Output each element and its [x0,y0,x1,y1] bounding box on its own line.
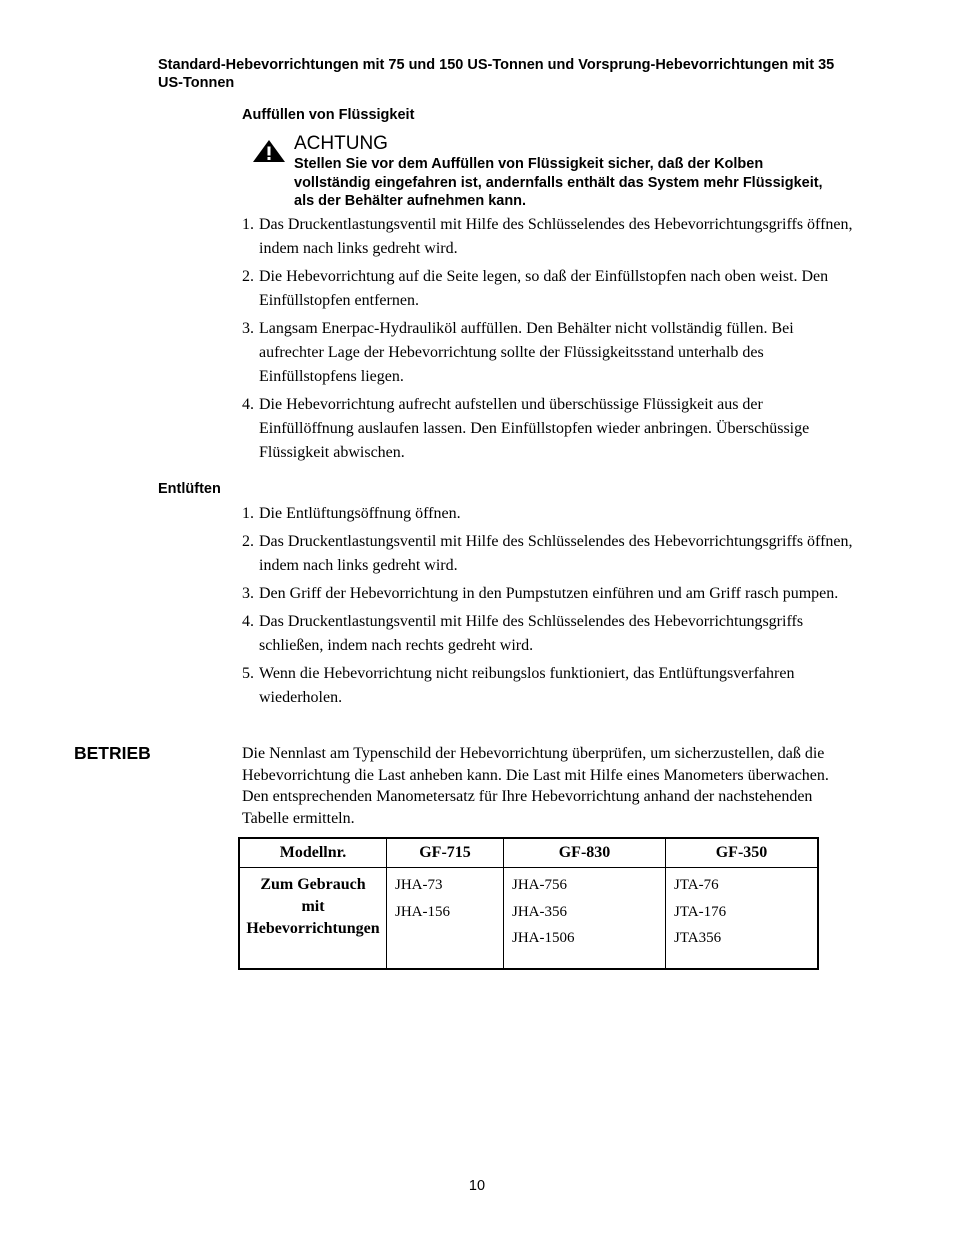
page-number: 10 [468,1178,486,1194]
row-header [239,868,387,970]
jack-model: JTA-176 [674,903,727,920]
step-number: 2. [242,268,254,285]
jack-model: JHA-1506 [512,930,575,946]
list-item [242,662,854,710]
table-row [239,868,818,970]
list-item [242,317,854,389]
jack-model: JHA-73 [395,877,443,893]
step-text: Langsam Enerpac-Hydrauliköl auffüllen. Den Behälter nicht vollständig füllen. Bei aufrechter Lage der Hebevorrichtung sollte der Flüssigkeitsstand unterhalb des Einfüllstopfens liegen. [259,320,794,385]
table-header: GF-350 [666,838,819,868]
row-header-line: mit [301,898,325,915]
bleed-section-heading: Entlüften [158,481,221,497]
step-text: Die Hebevorrichtung auf die Seite legen, so daß der Einfüllstopfen nach oben weist. Den Einfüllstopfen entfernen. [259,268,829,309]
step-text: Das Druckentlastungsventil mit Hilfe des Schlüsselendes des Hebevorrichtungsgriffs öffnen, indem nach links gedreht wird. [259,216,853,257]
step-text: Das Druckentlastungsventil mit Hilfe des Schlüsselendes des Hebevorrichtungsgriffs öffnen, indem nach links gedreht wird. [259,533,853,574]
row-header-line: Hebevorrichtungen [246,920,380,937]
step-number: 3. [242,585,254,602]
operation-text: Die Nennlast am Typenschild der Hebevorrichtung überprüfen, um sicherzustellen, daß die Hebevorrichtung die Last anheben kann. Die Last mit Hilfe eines Manometers überwachen. Den entsprechenden Manometersatz für Ihre Hebevorrichtung anhand der nachstehenden Tabelle ermitteln. [242,745,829,827]
step-number: 2. [242,533,254,550]
row-header-line: Zum Gebrauch [260,876,366,893]
main-heading: Standard-Hebevorrichtungen mit 75 und 150 US-Tonnen und Vorsprung-Hebevorrichtungen mit 35 US-Tonnen [158,57,835,91]
step-text: Die Entlüftungsöffnung öffnen. [259,505,461,522]
fill-section-heading: Auffüllen von Flüssigkeit [242,107,415,123]
table-cell [666,868,819,970]
step-number: 1. [242,505,254,522]
jack-model: JHA-356 [512,903,567,920]
list-item [242,502,854,526]
table-header: Modellnr. [239,838,387,868]
list-item [242,393,854,465]
warning-text: Stellen Sie vor dem Auffüllen von Flüssigkeit sicher, daß der Kolben vollständig eingefahren ist, andernfalls enthält das System mehr Flüssigkeit, als der Behälter aufnehmen kann. [294,156,823,209]
step-number: 3. [242,320,254,337]
list-item [242,213,854,261]
bleed-steps-list [242,502,854,714]
list-item [242,530,854,578]
table-header: GF-715 [387,838,504,868]
warning-title: ACHTUNG [294,133,388,154]
step-number: 1. [242,216,254,233]
table-cell [387,868,504,970]
jack-model: JTA-76 [674,877,719,893]
step-text: Den Griff der Hebevorrichtung in den Pumpstutzen einführen und am Griff rasch pumpen. [259,585,839,602]
list-item [242,610,854,658]
jack-model: JHA-756 [512,877,567,893]
warning-triangle-icon [252,139,286,163]
jack-model: JTA356 [674,930,722,946]
table-header: GF-830 [504,838,666,868]
step-text: Wenn die Hebevorrichtung nicht reibungslos funktioniert, das Entlüftungsverfahren wiederholen. [259,665,795,706]
jack-model: JHA-156 [395,903,450,920]
step-number: 4. [242,613,254,630]
list-item [242,265,854,313]
step-text: Das Druckentlastungsventil mit Hilfe des Schlüsselendes des Hebevorrichtungsgriffs schließen, indem nach rechts gedreht wird. [259,613,804,654]
operation-heading: BETRIEB [74,743,151,763]
step-number: 5. [242,665,254,682]
gauge-model-table [238,837,819,970]
fill-steps-list [242,213,854,469]
step-text: Die Hebevorrichtung aufrecht aufstellen und überschüssige Flüssigkeit aus der Einfüllöffnung auslaufen lassen. Den Einfüllstopfen wieder anbringen. Überschüssige Flüssigkeit abwischen. [259,396,810,461]
table-header-row [239,838,818,868]
step-number: 4. [242,396,254,413]
list-item [242,582,854,606]
table-cell [504,868,666,970]
